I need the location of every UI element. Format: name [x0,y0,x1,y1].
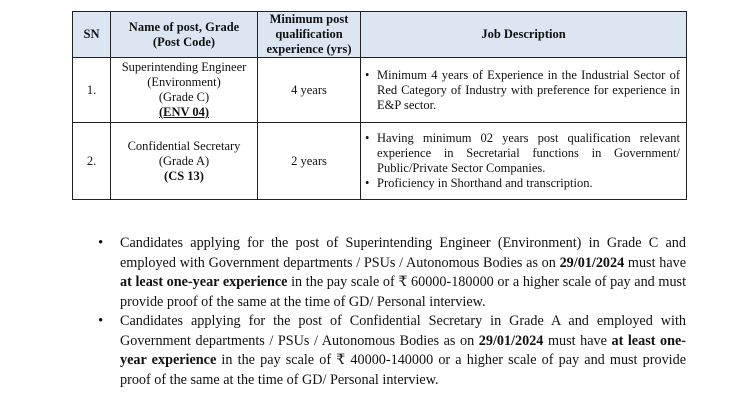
post-grade: (Grade A) [158,153,210,168]
post-title-line1: Superintending Engineer [121,60,247,74]
header-job-description: Job Description [361,12,687,58]
header-experience-line3: experience (yrs) [266,42,352,56]
header-post-name [111,12,258,58]
row-sn: 1. [73,58,111,123]
post-code: (ENV 04) [158,105,210,119]
row-description [361,58,687,123]
description-item: • Minimum 4 years of Experience in the Industrial Sector of Red Category of Industry with preference for experience in E&P sector. [365,68,680,113]
post-title-line2: (Environment) [147,75,221,89]
header-experience-line2: qualification [275,27,343,41]
table-header [73,12,687,58]
note-text: must have [543,332,612,349]
note-item [96,312,686,390]
note-date: 29/01/2024 [559,254,625,271]
note-emphasis: at least one-year experience [120,332,687,368]
header-post-name-line2: (Post Code) [152,34,216,49]
note-item [96,234,686,312]
header-experience-line1: Minimum post [269,12,349,26]
row-experience: 2 years [258,123,361,200]
description-list [365,131,680,191]
job-table [72,11,687,200]
header-sn: SN [73,12,111,58]
row-description [361,123,687,200]
note-text: in the pay scale of ₹ 60000-180000 or a higher scale of pay and must provide proof of the same at the time of GD/ Personal interview. [120,274,687,310]
table-row [73,123,687,200]
header-post-name-line1: Name of post, Grade [128,19,240,34]
note-date: 29/01/2024 [478,332,544,349]
row-sn: 2. [73,123,111,200]
note-emphasis: at least one-year experience [120,274,288,290]
note-text: Candidates applying for the post of Superintending Engineer (Environment) in Grade C and employed with Government departments / PSUs / Autonomous Bodies as on [120,235,686,271]
row-experience: 4 years [258,58,361,123]
row-post [111,58,258,123]
row-post [111,123,258,200]
post-grade: (Grade C) [158,90,210,104]
header-experience [258,12,361,58]
post-title-line1: Confidential Secretary [127,138,241,153]
note-text: Candidates applying for the post of Confidential Secretary in Grade A and employed with Government departments / PSUs / Autonomous Bodies as on [120,313,686,349]
note-text: in the pay scale of ₹ 40000-140000 or a higher scale of pay and must provide proof of the same at the time of GD/ Personal interview. [120,352,686,388]
table-row [73,58,687,123]
description-list [365,68,680,113]
description-item: • Having minimum 02 years post qualification relevant experience in Secretarial functions in Government/ Public/Private Sector Companies. [365,131,680,176]
post-code: (CS 13) [164,168,204,183]
description-item: • Proficiency in Shorthand and transcription. [365,176,680,191]
notes-list [96,234,686,390]
note-text: must have [624,254,687,271]
